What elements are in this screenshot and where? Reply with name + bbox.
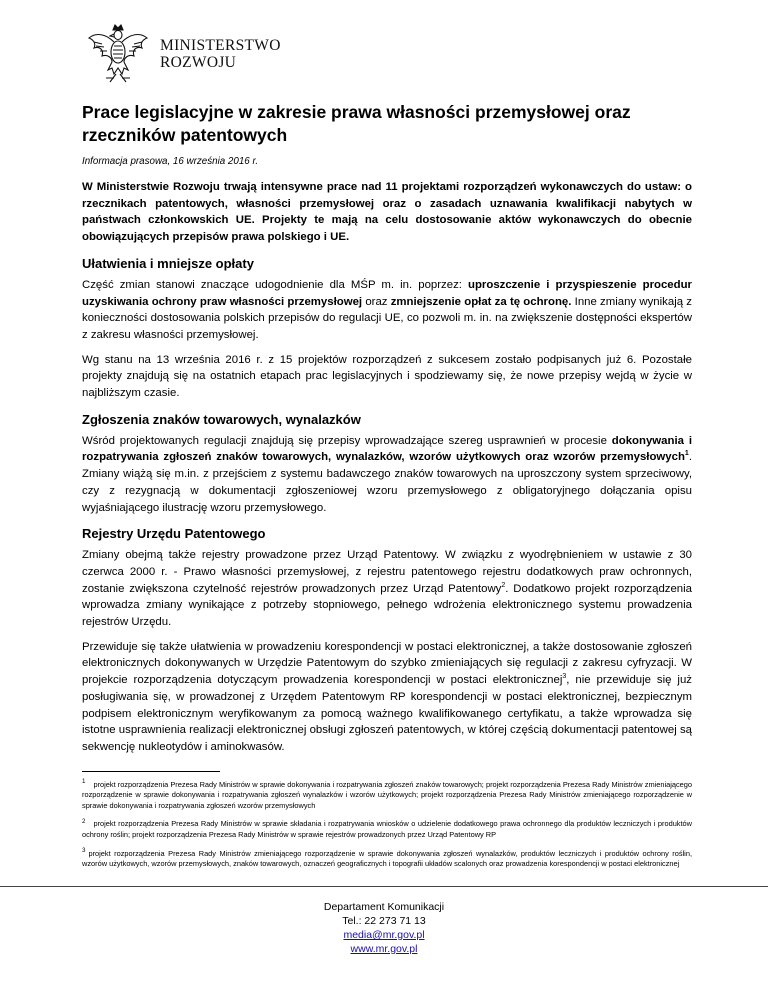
section-heading-zgloszenia: Zgłoszenia znaków towarowych, wynalazków [82, 411, 361, 427]
section-heading-rejestry: Rejestry Urzędu Patentowego [82, 526, 266, 542]
section-1-paragraph-1 [82, 277, 692, 344]
ministry-line-1: MINISTERSTWO [160, 37, 281, 54]
footnote-number: 2 [82, 818, 86, 825]
text-run: . Dodatkowo projekt rozporządzenia wprowadza zmiany wynikające z potrzeby stopniowego, pełnego wdrożenia elektronicznego systemu prowadzenia rejestrów Urzędu. [82, 582, 693, 629]
bold-run: uproszczenie i przyspieszenie procedur uzyskiwania ochrony praw własności przemysłowej [82, 278, 692, 308]
footnote-separator [82, 771, 220, 772]
lead-paragraph: W Ministerstwie Rozwoju trwają intensywne prace nad 11 projektami rozporządzeń wykonawczych do ustaw: o rzecznikach patentowych, własności przemysłowej oraz o zasadach uznawania kwalifikacji nabytych w państwach członkowskich UE. Projekty te mają na celu dostosowanie aktów wykonawczych do obecnie obowiązujących przepisów prawa polskiego i UE. [82, 181, 692, 244]
text-run: Przewiduje się także ułatwienia w prowadzeniu korespondencji w postaci elektronicznej, a także dostosowanie zgłoszeń elektronicznych dokonywanych w Urzędzie Patentowym do szybko zmieniających się regulacji z zakresu cyfryzacji. W projekcie rozporządzenia dotyczącym prowadzenia korespondencji w postaci elektronicznej [82, 640, 692, 687]
document-title: Prace legislacyjne w zakresie prawa własności przemysłowej oraz rzeczników patentowych [82, 102, 631, 145]
document-body [82, 101, 692, 870]
bold-run: dokonywania i rozpatrywania zgłoszeń znaków towarowych, wynalazków, wzorów użytkowych oraz wzorów przemysłowych [82, 434, 692, 464]
footnote-ref-3: 3 [562, 673, 567, 681]
section-1-paragraph-2: Wg stanu na 13 września 2016 r. z 15 projektów rozporządzeń z sukcesem zostało podpisanych już 6. Pozostałe projekty znajdują się na ostatnich etapach prac legislacyjnych i spodziewamy się, że nowe przepisy wejdą w życie w najbliższym czasie. [82, 353, 692, 400]
text-run: , nie przewiduje się już posługiwania się, w prowadzonej z Urzędem Patentowym RP korespondencji w postaci elektronicznej, bezpiecznym podpisem elektronicznym weryfikowanym za pomocą ważnego kwalifikowanego certyfikatu, a także wprowadza się istotne usprawnienia realizacji elektronicznej obsługi zgłoszeń patentowych, w której częścią dokumentacji patentowej są sekwencję nukleotydów i aminokwasów. [82, 674, 692, 753]
footer [0, 900, 768, 956]
section-2-paragraph-1 [82, 433, 692, 517]
footnote-ref-2: 2 [501, 581, 506, 589]
text-run: Zmiany obejmą także rejestry prowadzone przez Urząd Patentowy. W związku z wyodrębnieniem w ustawie z 30 czerwca 2000 r. - Prawo własności przemysłowej, z rejestru patentowego rejestru dodatkowych praw ochronnych, zostanie zwiększona czytelność rejestrów prowadzonych przez Urząd Patentowy [82, 549, 692, 595]
press-release-date: Informacja prasowa, 16 września 2016 r. [82, 156, 259, 167]
text-run: oraz [362, 295, 391, 308]
footnote-text: projekt rozporządzenia Prezesa Rady Ministrów zmieniającego rozporządzenie w sprawie dokonywania zgłoszeń wynalazków, produktów leczniczych i produktów ochrony roślin, wzorów użytkowych, wzorów przemysłowych, znaków towarowych, oznaczeń geograficznych i topografii układów scalonych oraz prowadzenia korespondencji w postaci elektronicznej [82, 848, 692, 869]
footnote-3 [82, 849, 692, 870]
footnote-number: 1 [82, 778, 86, 786]
ministry-line-2: ROZWOJU [160, 54, 237, 71]
section-3-paragraph-1 [82, 547, 692, 631]
ministry-name [160, 37, 281, 71]
footnote-ref-1: 1 [684, 450, 689, 458]
footnote-2 [82, 819, 692, 840]
text-run: . Zmiany wiążą się m.in. z przejściem z systemu badawczego znaków towarowych na uproszczony system sprzeciwowy, czy z rezygnacją w dokumentacji zgłoszeniowej wzoru przemysłowego z obligatoryjnego dołączania opisu wyjaśniającego ilustrację wzoru przemysłowego. [82, 451, 692, 514]
footnote-text: projekt rozporządzenia Prezesa Rady Ministrów w sprawie dokonywania i rozpatrywania zgłoszeń znaków towarowych; projekt rozporządzenia Prezesa Rady Ministrów zmieniającego rozporządzenie w sprawie dokonywania i rozpatrywania zgłoszeń wynalazków i wzorów użytkowych; projekt rozporządzenia Prezesa Rady Ministrów zmieniającego rozporządzenie w sprawie dokonywania i rozpatrywania zgłoszeń wzorów przemysłowych [82, 779, 692, 810]
footer-email-link[interactable]: media@mr.gov.pl [343, 929, 425, 941]
section-heading-ulatwienia: Ułatwienia i mniejsze opłaty [82, 255, 254, 271]
bold-run: zmniejszenie opłat za tę ochronę. [390, 295, 572, 308]
footer-department: Departament Komunikacji [323, 901, 445, 913]
footnote-number: 3 [82, 847, 86, 855]
text-run: Część zmian stanowi znaczące udogodnienie dla MŚP m. in. poprzez: [82, 278, 469, 291]
footer-phone: Tel.: 22 273 71 13 [342, 915, 426, 927]
footnote-text: projekt rozporządzenia Prezesa Rady Ministrów w sprawie składania i rozpatrywania wniosków o udzielenie dodatkowego prawa ochronnego dla produktów leczniczych i produktów ochrony roślin; projekt rozporządzenia Prezesa Rady Ministrów w sprawie rejestrów prowadzonych przez Urząd Patentowy RP [82, 819, 692, 840]
footer-divider [0, 886, 768, 887]
footer-website-link[interactable]: www.mr.gov.pl [350, 943, 418, 955]
polish-eagle-emblem-icon [86, 22, 150, 86]
footnote-1 [82, 780, 692, 812]
section-3-paragraph-2 [82, 639, 692, 756]
text-run: Wśród projektowanych regulacji znajdują się przepisy wprowadzające szereg usprawnień w procesie [82, 434, 612, 447]
text-run: Inne zmiany wynikają z konieczności dostosowania polskich przepisów do regulacji UE, co pozwoli m. in. na zwiększenie dostępności ekspertów z zakresu własności przemysłowej. [82, 295, 692, 341]
